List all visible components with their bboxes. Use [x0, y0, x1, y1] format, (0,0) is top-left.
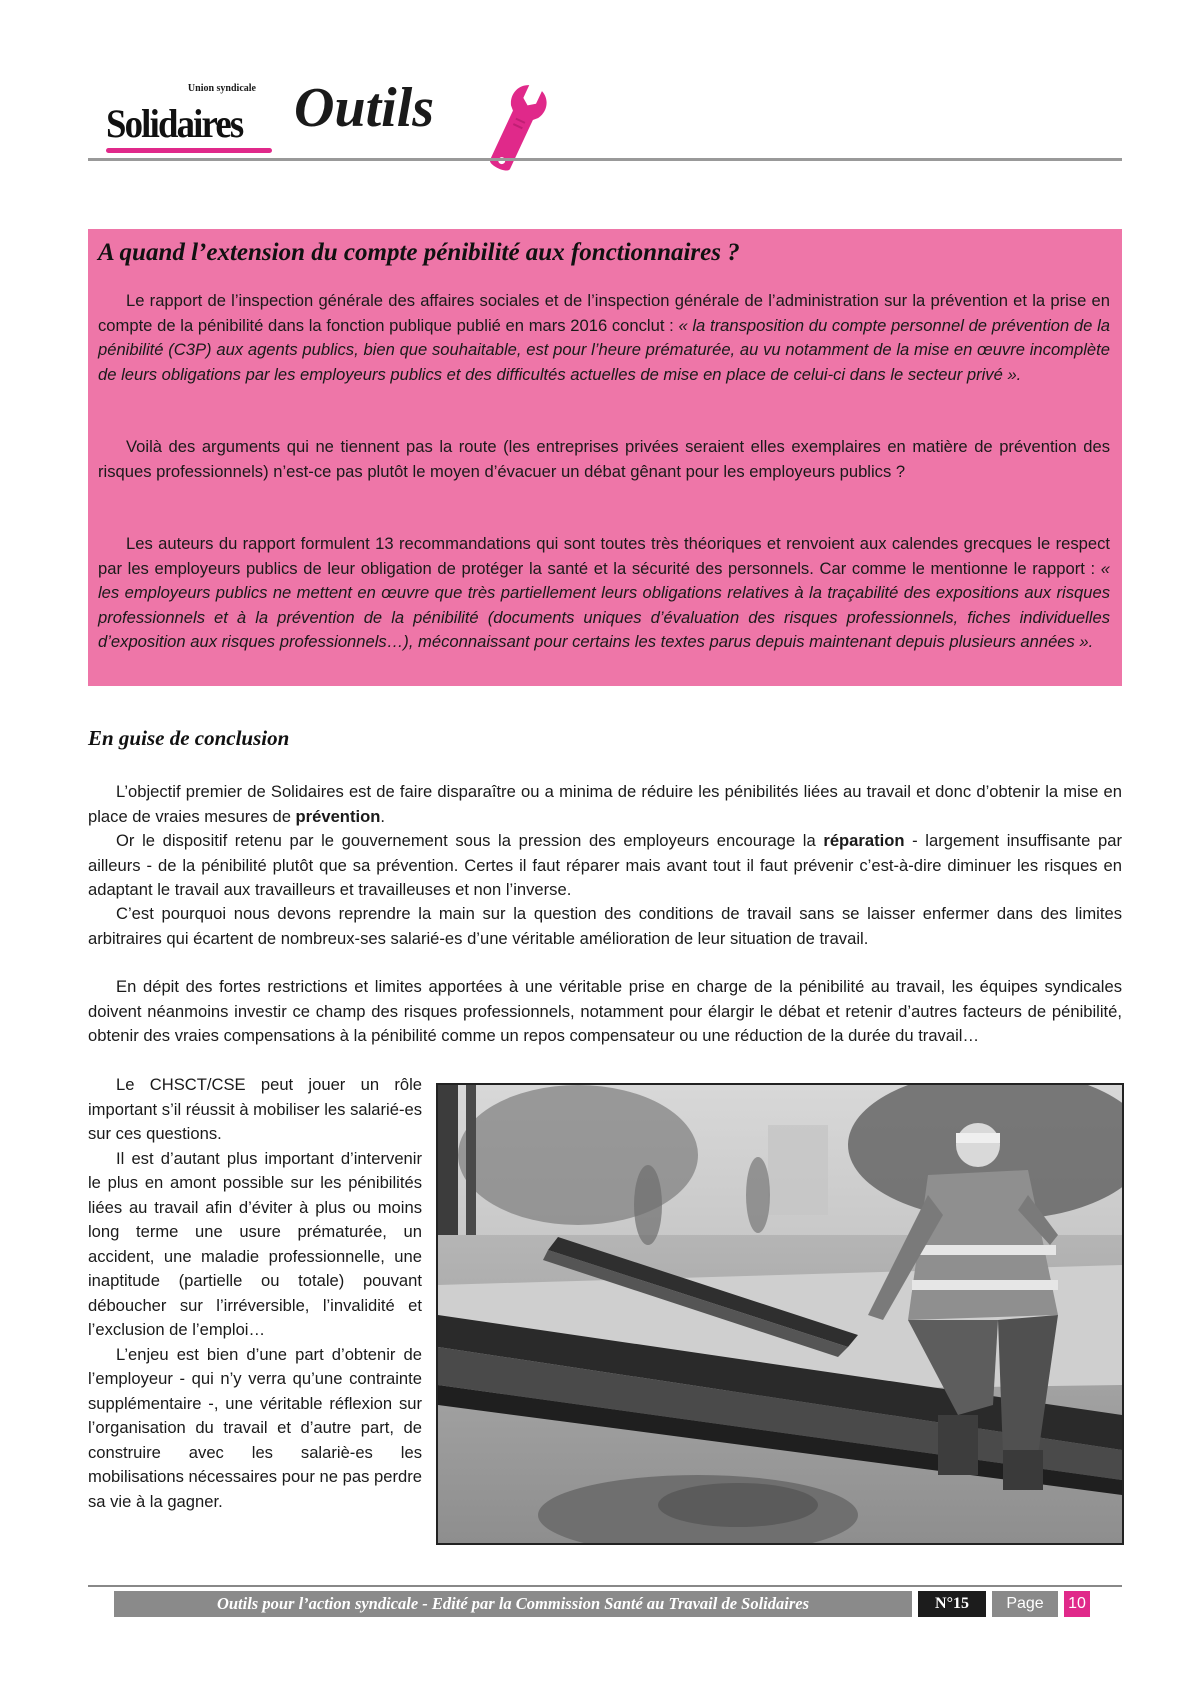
p1-bold: prévention: [295, 806, 381, 826]
construction-worker-photo: [436, 1083, 1124, 1545]
box-paragraph-1: [98, 289, 1110, 387]
p2-bold: réparation: [823, 831, 905, 850]
section-heading-outils: Outils: [294, 77, 435, 139]
conclusion-paragraph-6: Il est d’autant plus important d’intervenir le plus en amont possible sur les pénibilités liées au travail afin d’éviter à plus ou moins long terme une usure prématurée, un accident, une maladie professionnelle, une inaptitude (partielle ou totale) pouvant déboucher sur l’irréversible, l’invalidité et l’exclusion de l’emploi…: [88, 1148, 422, 1339]
p1-text: L’objectif premier de Solidaires est de faire disparaître ou a minima de réduire les pénibilités liées au travail et donc d’obtenir la mise en place de vraies mesures de: [88, 782, 1122, 826]
page-label: Page: [992, 1591, 1058, 1617]
left-column-text: [88, 1073, 422, 1514]
highlight-box: [88, 229, 1122, 686]
conclusion-paragraph-2: [88, 829, 1122, 903]
box-paragraph-3: [98, 532, 1110, 655]
box-p3-quote: « les employeurs publics ne mettent en œuvre que très partiellement leurs obligations relatives à la traçabilité des expositions aux risques professionnels et à la prévention de la pénibilité (documents uniques d’évaluation des risques professionnels, fiches individuelles d’exposition aux risques professionnels…), méconnaissant pour certains les textes parus depuis maintenant depuis plusieurs années ».: [98, 558, 1110, 651]
box-paragraph-2: Voilà des arguments qui ne tiennent pas la route (les entreprises privées seraient elles exemplaires en matière de prévention des risques professionnels) n’est-ce pas plutôt le moyen d’évacuer un débat gênant pour les employeurs publics ?: [98, 437, 1110, 481]
issue-number-badge: N°15: [918, 1591, 986, 1617]
solidaires-logo: [106, 84, 256, 154]
box-p3-text: Les auteurs du rapport formulent 13 recommandations qui sont toutes très théoriques et renvoient aux calendes grecques le respect par les employeurs publics de leur obligation de protéger la santé et la sécurité des personnels. Car comme le mentionne le rapport :: [98, 534, 1110, 578]
header-divider: [88, 158, 1122, 161]
wrench-icon: [482, 80, 552, 176]
conclusion-title: En guise de conclusion: [88, 726, 290, 750]
p2-end: - largement insuffisante par ailleurs - de la pénibilité plutôt que sa prévention. Certes il faut réparer mais avant tout il faut prévenir c’est-à-dire diminuer les risques en adaptant le travail aux travailleurs et travailleuses et non l’inverse.: [88, 831, 1122, 899]
conclusion-paragraph-4: En dépit des fortes restrictions et limites apportées à une véritable prise en charge de la pénibilité au travail, les équipes syndicales doivent néanmoins investir ce champ des risques professionnels, notamment pour élargir le débat et retenir d’autres facteurs de pénibilité, obtenir des vraies compensations à la pénibilité comme un repos compensateur ou une réduction de la durée du travail…: [88, 977, 1122, 1045]
conclusion-paragraph-5: Le CHSCT/CSE peut jouer un rôle important s’il réussit à mobiliser les salarié-es sur ces questions.: [88, 1075, 422, 1143]
page-header: [88, 78, 1122, 162]
footer-divider: [88, 1585, 1122, 1587]
box-p1-text: Le rapport de l’inspection générale des affaires sociales et de l’inspection générale de l’administration sur la prévention et la prise en compte de la pénibilité dans la fonction publique publié en mars 2016 conclut :: [98, 291, 1110, 335]
conclusion-paragraph-3: C’est pourquoi nous devons reprendre la main sur la question des conditions de travail sans se laisser enfermer dans des limites arbitraires qui écartent de nombreux-ses salarié-es d’une véritable amélioration de leur situation de travail.: [88, 904, 1122, 948]
footer-publication-text: Outils pour l’action syndicale - Edité par la Commission Santé au Travail de Solidaires: [216, 1594, 810, 1613]
box-p1-quote: « la transposition du compte personnel de prévention de la pénibilité (C3P) aux agents publics, bien que souhaitable, est pour l’heure prématurée, au vu notamment de la mise en œuvre incomplète de leurs obligations par les employeurs publics et des difficultés actuelles de mise en place de celui-ci dans le secteur privé ».: [98, 315, 1110, 384]
page-number: 10: [1064, 1591, 1090, 1617]
logo-wordmark: Solidaires: [106, 101, 243, 146]
box-title: A quand l’extension du compte pénibilité aux fonctionnaires ?: [98, 239, 740, 266]
logo-union-text: Union syndicale: [187, 83, 256, 94]
conclusion-paragraph-7: L’enjeu est bien d’une part d’obtenir de l’employeur - qui n’y verra qu’une contrainte supplémentaire -, une véritable réflexion sur l’organisation du travail et d’autre part, de construire avec les salariè-es les mobilisations nécessaires pour ne pas perdre sa vie à la gagner.: [88, 1344, 422, 1511]
p1-end: .: [380, 806, 385, 826]
p2-text: Or le dispositif retenu par le gouvernement sous la pression des employeurs encourage la: [116, 831, 824, 850]
logo-underline: [106, 148, 272, 153]
footer-publication-bar: [114, 1591, 912, 1617]
conclusion-paragraph-1: [88, 780, 1122, 829]
